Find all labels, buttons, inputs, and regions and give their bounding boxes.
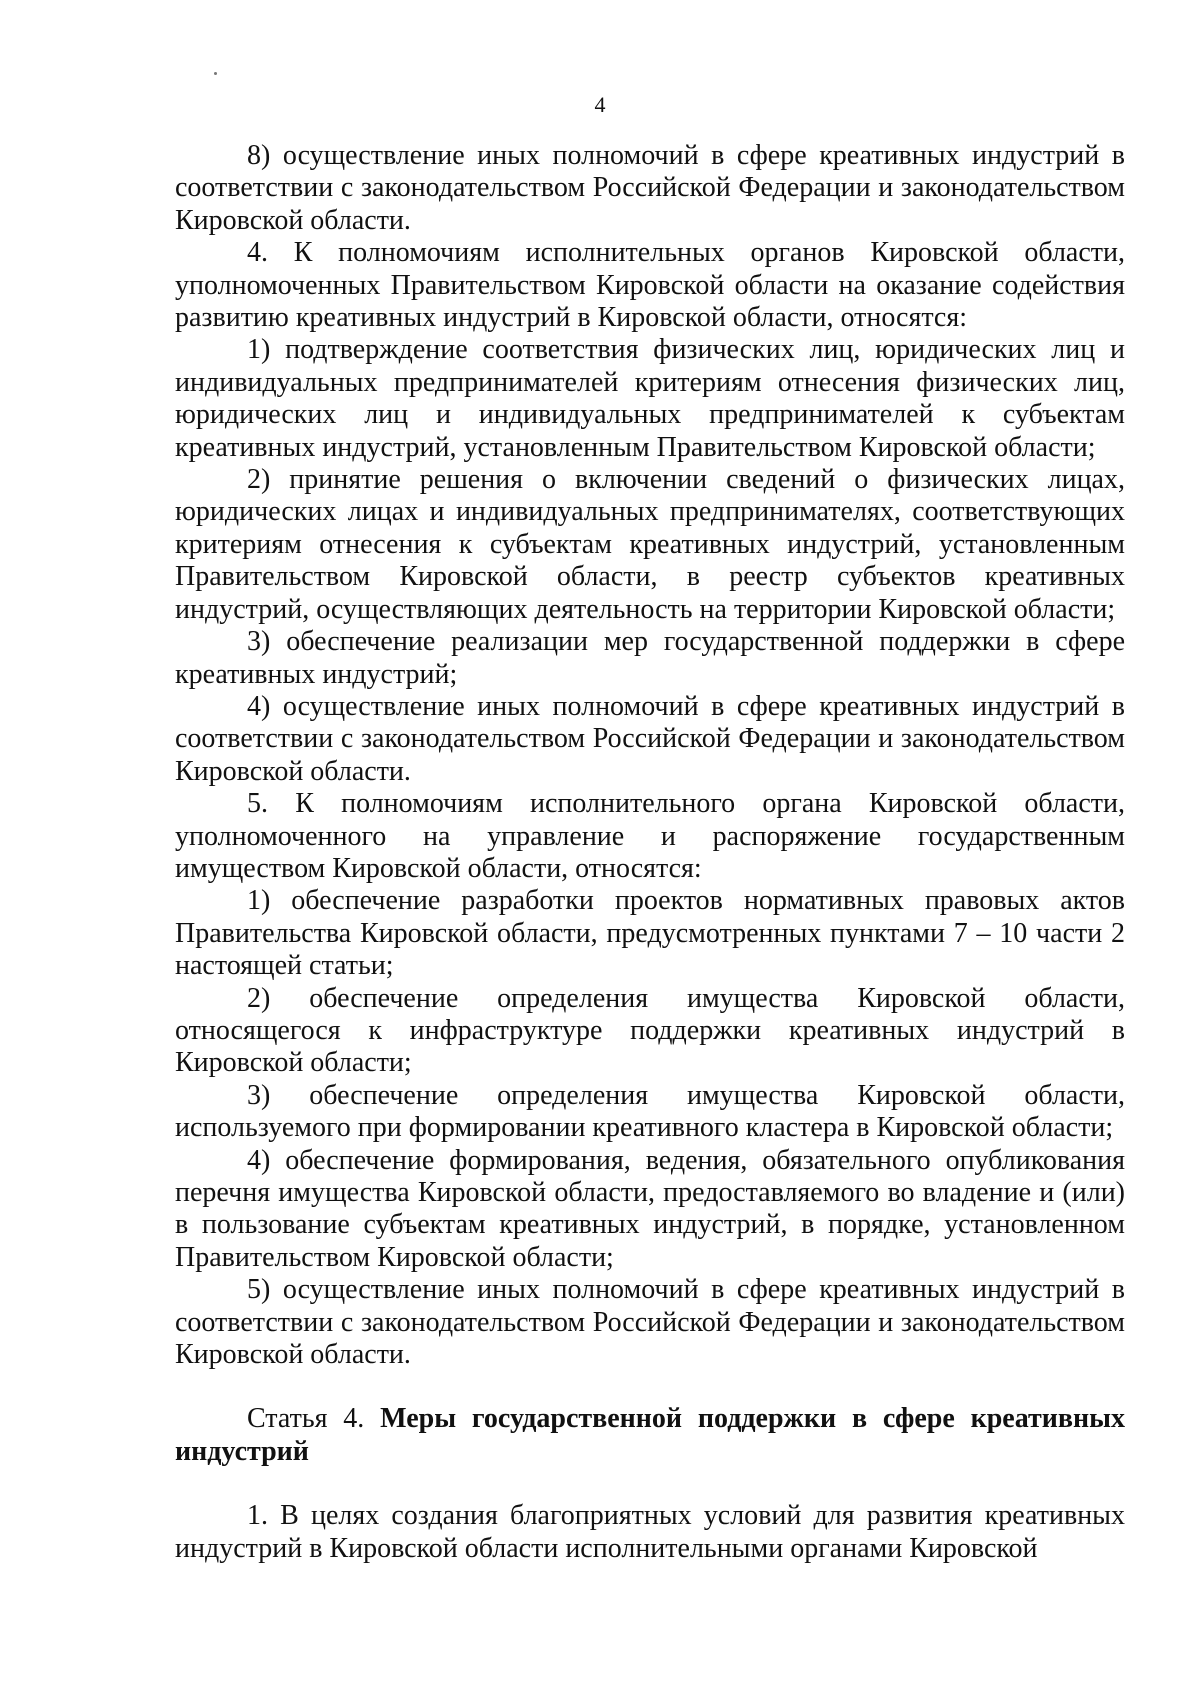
paragraph: 3) обеспечение реализации мер государственной поддержки в сфере креативных индустрий; [175, 626, 1125, 690]
article-heading [175, 1403, 1125, 1468]
paragraph: 5. К полномочиям исполнительного органа Кировской области, уполномоченного на управление и распоряжение государственным имуществом Кировской области, относятся: [175, 788, 1125, 884]
document-body [175, 140, 1125, 1565]
paragraph: 4) обеспечение формирования, ведения, обязательного опубликования перечня имущества Кировской области, предоставляемого во владение и (или) в пользование субъектам креативных индустрий, в порядке, установленном Правительством Кировской области; [175, 1144, 1125, 1273]
paragraph: 4. К полномочиям исполнительных органов Кировской области, уполномоченных Правительством Кировской области на оказание содействия развитию креативных индустрий в Кировской области, относятся: [175, 237, 1125, 334]
paragraph: 1) обеспечение разработки проектов нормативных правовых актов Правительства Кировской области, предусмотренных пунктами 7 – 10 части 2 настоящей статьи; [175, 885, 1125, 982]
paragraph: 2) обеспечение определения имущества Кировской области, относящегося к инфраструктуре поддержки креативных индустрий в Кировской области; [175, 982, 1125, 1079]
article-title: Меры государственной поддержки в сфере креативных индустрий [175, 1403, 1125, 1467]
paragraph: 8) осуществление иных полномочий в сфере креативных индустрий в соответствии с законодательством Российской Федерации и законодательством Кировской области. [175, 140, 1125, 236]
page-number: 4 [594, 92, 606, 117]
paragraph: 1. В целях создания благоприятных условий для развития креативных индустрий в Кировской области исполнительными органами Кировской [175, 1500, 1125, 1564]
scan-speck [214, 72, 217, 75]
paragraph: 4) осуществление иных полномочий в сфере креативных индустрий в соответствии с законодательством Российской Федерации и законодательством Кировской области. [175, 690, 1125, 787]
paragraph: 3) обеспечение определения имущества Кировской области, используемого при формировании креативного кластера в Кировской области; [175, 1079, 1125, 1144]
paragraph: 2) принятие решения о включении сведений о физических лицах, юридических лицах и индивидуальных предпринимателях, соответствующих критериям отнесения к субъектам креативных индустрий, установленным Правительством Кировской области, в реестр субъектов креативных индустрий, осуществляющих деятельность на территории Кировской области; [175, 464, 1125, 625]
paragraph: 5) осуществление иных полномочий в сфере креативных индустрий в соответствии с законодательством Российской Федерации и законодательством Кировской области. [175, 1274, 1125, 1371]
article-label: Статья 4. [247, 1403, 365, 1435]
paragraph: 1) подтверждение соответствия физических лиц, юридических лиц и индивидуальных предпринимателей критериям отнесения физических лиц, юридических лиц и индивидуальных предпринимателей к субъектам креативных индустрий, установленным Правительством Кировской области; [175, 334, 1125, 463]
